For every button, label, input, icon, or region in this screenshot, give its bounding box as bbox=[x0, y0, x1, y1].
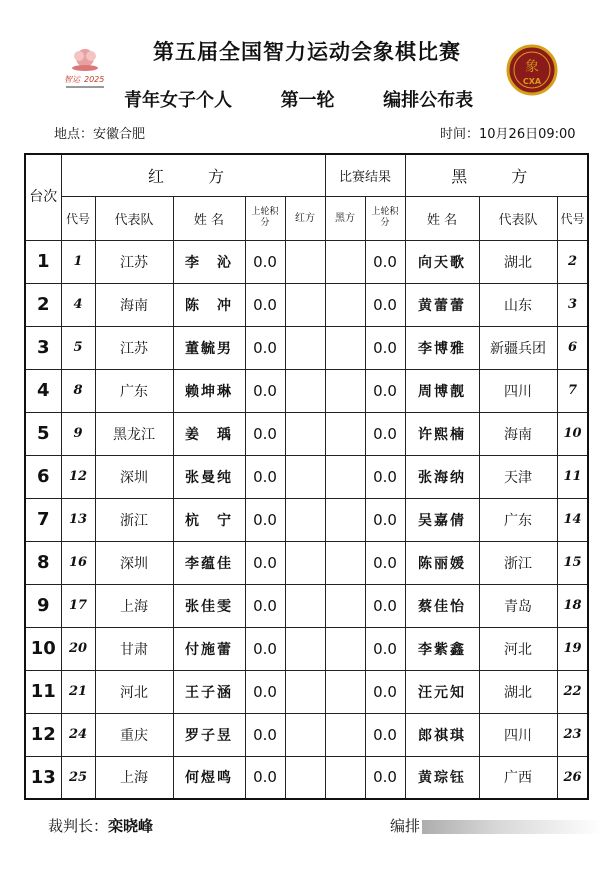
cell-red-team: 上海 bbox=[95, 584, 173, 627]
svg-text:智运: 智运 bbox=[64, 75, 80, 84]
cell-black-score: 0.0 bbox=[365, 584, 405, 627]
cell-red-score: 0.0 bbox=[245, 326, 285, 369]
cell-black-score: 0.0 bbox=[365, 627, 405, 670]
cell-result-black bbox=[325, 412, 365, 455]
cell-black-code: 2 bbox=[557, 240, 588, 283]
cell-red-code: 4 bbox=[61, 283, 95, 326]
table-row bbox=[25, 412, 588, 455]
cell-board: 4 bbox=[25, 369, 61, 412]
cell-black-score: 0.0 bbox=[365, 498, 405, 541]
cell-red-code: 12 bbox=[61, 455, 95, 498]
cell-red-name: 姜 瑀 bbox=[173, 412, 245, 455]
cell-result-red bbox=[285, 541, 325, 584]
cell-red-team: 浙江 bbox=[95, 498, 173, 541]
cell-board: 10 bbox=[25, 627, 61, 670]
header-black: 黑 方 bbox=[405, 154, 588, 196]
cell-result-red bbox=[285, 584, 325, 627]
cell-board: 9 bbox=[25, 584, 61, 627]
page-title: 第五届全国智力运动会象棋比赛 bbox=[153, 40, 461, 64]
cell-red-name: 赖坤琳 bbox=[173, 369, 245, 412]
seal-abbr: CXA bbox=[522, 77, 542, 86]
referee-name: 栾晓峰 bbox=[108, 817, 154, 835]
header-result: 比赛结果 bbox=[325, 154, 405, 196]
cell-board: 5 bbox=[25, 412, 61, 455]
subtitle bbox=[124, 86, 473, 112]
logo-year: 2025 bbox=[84, 75, 105, 84]
table-row bbox=[25, 584, 588, 627]
cell-result-black bbox=[325, 498, 365, 541]
cell-board: 11 bbox=[25, 670, 61, 713]
table-row bbox=[25, 240, 588, 283]
cell-result-black bbox=[325, 756, 365, 799]
cell-red-code: 13 bbox=[61, 498, 95, 541]
cell-result-black bbox=[325, 369, 365, 412]
cell-red-name: 何煜鸣 bbox=[173, 756, 245, 799]
cell-black-code: 7 bbox=[557, 369, 588, 412]
cell-red-name: 付施蕾 bbox=[173, 627, 245, 670]
cell-black-code: 23 bbox=[557, 713, 588, 756]
cell-black-code: 14 bbox=[557, 498, 588, 541]
cell-board: 12 bbox=[25, 713, 61, 756]
cell-black-score: 0.0 bbox=[365, 326, 405, 369]
cell-red-team: 广东 bbox=[95, 369, 173, 412]
cell-result-black bbox=[325, 670, 365, 713]
cell-black-team: 天津 bbox=[479, 455, 557, 498]
cell-result-red bbox=[285, 283, 325, 326]
table-row bbox=[25, 756, 588, 799]
cell-result-black bbox=[325, 584, 365, 627]
cell-red-team: 深圳 bbox=[95, 455, 173, 498]
cell-red-score: 0.0 bbox=[245, 283, 285, 326]
cell-red-score: 0.0 bbox=[245, 627, 285, 670]
table-row bbox=[25, 283, 588, 326]
pairing-rows bbox=[25, 240, 588, 799]
cell-red-code: 1 bbox=[61, 240, 95, 283]
cell-result-red bbox=[285, 627, 325, 670]
cell-red-score: 0.0 bbox=[245, 670, 285, 713]
cell-red-name: 李蕴佳 bbox=[173, 541, 245, 584]
cell-black-score: 0.0 bbox=[365, 670, 405, 713]
cell-black-team: 四川 bbox=[479, 369, 557, 412]
group-name: 青年女子个人 bbox=[124, 90, 232, 111]
cell-result-black bbox=[325, 541, 365, 584]
cell-black-name: 黄蕾蕾 bbox=[405, 283, 479, 326]
cell-red-code: 5 bbox=[61, 326, 95, 369]
cell-board: 8 bbox=[25, 541, 61, 584]
cell-black-team: 海南 bbox=[479, 412, 557, 455]
cell-black-code: 18 bbox=[557, 584, 588, 627]
cell-red-name: 李 沁 bbox=[173, 240, 245, 283]
header-result-red: 红方 bbox=[285, 196, 325, 240]
cell-red-team: 海南 bbox=[95, 283, 173, 326]
cell-black-code: 6 bbox=[557, 326, 588, 369]
table-row bbox=[25, 713, 588, 756]
games-logo-icon bbox=[60, 44, 110, 94]
cell-black-name: 蔡佳怡 bbox=[405, 584, 479, 627]
cell-red-team: 河北 bbox=[95, 670, 173, 713]
cell-black-team: 新疆兵团 bbox=[479, 326, 557, 369]
cell-black-score: 0.0 bbox=[365, 541, 405, 584]
header-red: 红 方 bbox=[61, 154, 325, 196]
seal-char: 象 bbox=[525, 59, 539, 75]
cell-black-team: 湖北 bbox=[479, 670, 557, 713]
cell-black-name: 黄琮钰 bbox=[405, 756, 479, 799]
cell-red-score: 0.0 bbox=[245, 756, 285, 799]
cell-result-black bbox=[325, 283, 365, 326]
cell-result-red bbox=[285, 670, 325, 713]
cell-black-team: 四川 bbox=[479, 713, 557, 756]
cell-red-code: 8 bbox=[61, 369, 95, 412]
cell-red-team: 深圳 bbox=[95, 541, 173, 584]
cell-result-red bbox=[285, 455, 325, 498]
table-row bbox=[25, 326, 588, 369]
cell-black-team: 青岛 bbox=[479, 584, 557, 627]
cell-black-code: 22 bbox=[557, 670, 588, 713]
table-row bbox=[25, 670, 588, 713]
cell-red-code: 20 bbox=[61, 627, 95, 670]
cell-black-team: 湖北 bbox=[479, 240, 557, 283]
cell-red-code: 24 bbox=[61, 713, 95, 756]
cell-board: 3 bbox=[25, 326, 61, 369]
cell-result-red bbox=[285, 498, 325, 541]
cell-red-team: 重庆 bbox=[95, 713, 173, 756]
cell-red-name: 杭 宁 bbox=[173, 498, 245, 541]
cell-black-code: 10 bbox=[557, 412, 588, 455]
cell-black-score: 0.0 bbox=[365, 283, 405, 326]
header-red-team: 代表队 bbox=[95, 196, 173, 240]
cell-board: 1 bbox=[25, 240, 61, 283]
cxa-seal-icon bbox=[506, 44, 558, 96]
header-black-name: 姓 名 bbox=[405, 196, 479, 240]
table-row bbox=[25, 498, 588, 541]
cell-red-name: 张佳雯 bbox=[173, 584, 245, 627]
arranger-label: 编排 bbox=[390, 817, 421, 835]
cell-result-black bbox=[325, 240, 365, 283]
cell-red-name: 王子涵 bbox=[173, 670, 245, 713]
header-black-team: 代表队 bbox=[479, 196, 557, 240]
cell-red-team: 江苏 bbox=[95, 326, 173, 369]
cell-black-score: 0.0 bbox=[365, 369, 405, 412]
cell-black-score: 0.0 bbox=[365, 455, 405, 498]
cell-result-red bbox=[285, 369, 325, 412]
doc-name: 编排公布表 bbox=[383, 90, 474, 111]
cell-red-code: 16 bbox=[61, 541, 95, 584]
cell-black-code: 15 bbox=[557, 541, 588, 584]
cell-red-team: 甘肃 bbox=[95, 627, 173, 670]
cell-red-team: 上海 bbox=[95, 756, 173, 799]
cell-black-team: 广西 bbox=[479, 756, 557, 799]
header-black-prev: 上轮积分 bbox=[365, 196, 405, 240]
cell-black-name: 李博雅 bbox=[405, 326, 479, 369]
cell-result-red bbox=[285, 756, 325, 799]
cell-black-name: 郎祺琪 bbox=[405, 713, 479, 756]
cell-red-score: 0.0 bbox=[245, 240, 285, 283]
cell-red-name: 董毓男 bbox=[173, 326, 245, 369]
cell-black-name: 陈丽媛 bbox=[405, 541, 479, 584]
cell-board: 7 bbox=[25, 498, 61, 541]
cell-black-team: 广东 bbox=[479, 498, 557, 541]
cell-board: 13 bbox=[25, 756, 61, 799]
cell-black-code: 19 bbox=[557, 627, 588, 670]
cell-red-score: 0.0 bbox=[245, 498, 285, 541]
cell-red-score: 0.0 bbox=[245, 369, 285, 412]
cell-red-code: 21 bbox=[61, 670, 95, 713]
table-row bbox=[25, 541, 588, 584]
cell-result-red bbox=[285, 240, 325, 283]
cell-black-code: 11 bbox=[557, 455, 588, 498]
pairing-table bbox=[24, 153, 589, 800]
redacted-signature bbox=[422, 820, 602, 834]
referee-label: 裁判长： bbox=[48, 817, 109, 835]
header-black-code: 代号 bbox=[557, 196, 588, 240]
cell-result-red bbox=[285, 412, 325, 455]
table-row bbox=[25, 455, 588, 498]
cell-result-black bbox=[325, 713, 365, 756]
time-text: 时间：10月26日09:00 bbox=[440, 127, 576, 142]
round-name: 第一轮 bbox=[280, 90, 335, 111]
referee-line bbox=[48, 815, 153, 836]
cell-red-score: 0.0 bbox=[245, 713, 285, 756]
header-result-black: 黑方 bbox=[325, 196, 365, 240]
cell-black-team: 山东 bbox=[479, 283, 557, 326]
cell-black-code: 26 bbox=[557, 756, 588, 799]
cell-black-code: 3 bbox=[557, 283, 588, 326]
cell-result-black bbox=[325, 627, 365, 670]
header-red-code: 代号 bbox=[61, 196, 95, 240]
cell-black-score: 0.0 bbox=[365, 240, 405, 283]
cell-red-code: 17 bbox=[61, 584, 95, 627]
cell-red-score: 0.0 bbox=[245, 584, 285, 627]
cell-black-score: 0.0 bbox=[365, 713, 405, 756]
cell-black-name: 汪元知 bbox=[405, 670, 479, 713]
cell-board: 2 bbox=[25, 283, 61, 326]
cell-black-name: 李紫鑫 bbox=[405, 627, 479, 670]
cell-black-name: 吴嘉倩 bbox=[405, 498, 479, 541]
cell-black-name: 张海纳 bbox=[405, 455, 479, 498]
cell-red-name: 张曼纯 bbox=[173, 455, 245, 498]
cell-black-name: 周博靓 bbox=[405, 369, 479, 412]
header-board: 台次 bbox=[25, 154, 61, 240]
cell-black-score: 0.0 bbox=[365, 412, 405, 455]
cell-result-red bbox=[285, 326, 325, 369]
cell-red-name: 陈 冲 bbox=[173, 283, 245, 326]
cell-red-code: 9 bbox=[61, 412, 95, 455]
cell-result-red bbox=[285, 713, 325, 756]
table-row bbox=[25, 627, 588, 670]
location-text: 地点：安徽合肥 bbox=[54, 127, 146, 142]
arranger-line bbox=[390, 815, 602, 836]
cell-black-team: 河北 bbox=[479, 627, 557, 670]
cell-black-name: 许熙楠 bbox=[405, 412, 479, 455]
header-red-name: 姓 名 bbox=[173, 196, 245, 240]
cell-red-score: 0.0 bbox=[245, 541, 285, 584]
cell-result-black bbox=[325, 326, 365, 369]
cell-red-score: 0.0 bbox=[245, 455, 285, 498]
cell-red-score: 0.0 bbox=[245, 412, 285, 455]
cell-board: 6 bbox=[25, 455, 61, 498]
cell-red-name: 罗子昱 bbox=[173, 713, 245, 756]
cell-red-code: 25 bbox=[61, 756, 95, 799]
cell-black-team: 浙江 bbox=[479, 541, 557, 584]
cell-result-black bbox=[325, 455, 365, 498]
header-red-prev: 上轮积分 bbox=[245, 196, 285, 240]
cell-black-score: 0.0 bbox=[365, 756, 405, 799]
cell-red-team: 江苏 bbox=[95, 240, 173, 283]
cell-black-name: 向天歌 bbox=[405, 240, 479, 283]
table-row bbox=[25, 369, 588, 412]
cell-red-team: 黑龙江 bbox=[95, 412, 173, 455]
